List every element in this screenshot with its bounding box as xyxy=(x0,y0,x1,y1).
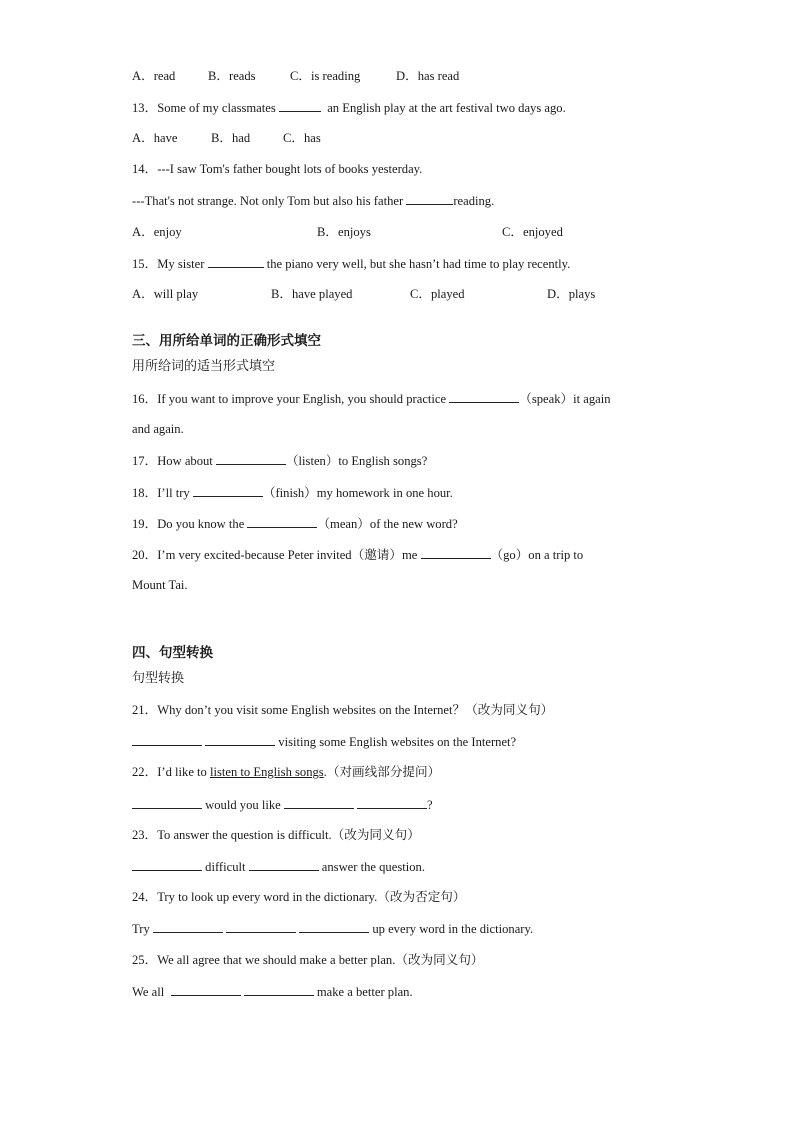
q22-stem-end: .（对画线部分提问） xyxy=(323,765,441,779)
q14-line1: 14．---I saw Tom's father bought lots of books yesterday. xyxy=(132,162,423,176)
q21-blank-1[interactable] xyxy=(132,733,202,746)
q16-blank[interactable] xyxy=(449,390,519,403)
q22-blank-1[interactable] xyxy=(132,796,202,809)
q21-blank-2[interactable] xyxy=(205,733,275,746)
q17-blank[interactable] xyxy=(216,452,286,465)
q13-blank[interactable] xyxy=(279,99,321,112)
q21-answer xyxy=(132,733,516,750)
q22-answer-end: ? xyxy=(427,798,433,812)
q13-stem xyxy=(132,99,566,116)
section-3-title: 三、用所给单词的正确形式填空 xyxy=(132,333,321,349)
q12-option-d: D．has read xyxy=(396,69,460,83)
q23-stem: 23．To answer the question is difficult.（改为同义句） xyxy=(132,828,420,842)
q15-option-a: A．will play xyxy=(132,287,199,301)
q20-line2: Mount Tai. xyxy=(132,578,188,592)
q24-blank-3[interactable] xyxy=(299,920,369,933)
q17-stem-start: 17．How about xyxy=(132,454,216,468)
q22-blank-2[interactable] xyxy=(284,796,354,809)
q16-stem-start: 16．If you want to improve your English, you should practice xyxy=(132,392,450,406)
q20-stem-start: 20．I’m very excited-because Peter invited（邀请）me xyxy=(132,548,421,562)
q15-blank[interactable] xyxy=(208,255,264,268)
q23-answer-end: answer the question. xyxy=(318,860,425,874)
q14-option-a: A．enjoy xyxy=(132,225,182,239)
q17-stem-end: （listen）to English songs? xyxy=(285,454,428,468)
q19 xyxy=(132,515,458,532)
q25-answer-end: make a better plan. xyxy=(313,985,413,999)
section-3-instruction: 用所给词的适当形式填空 xyxy=(132,359,276,374)
q12-option-c: C．is reading xyxy=(290,69,361,83)
q20-blank[interactable] xyxy=(421,546,491,559)
q24-blank-2[interactable] xyxy=(226,920,296,933)
q15-option-d: D．plays xyxy=(547,287,596,301)
q22-stem xyxy=(132,764,440,780)
q24-stem: 24．Try to look up every word in the dictionary.（改为否定句） xyxy=(132,890,466,904)
q13-stem-end: an English play at the art festival two days ago. xyxy=(320,101,566,115)
q18 xyxy=(132,484,453,501)
q22-stem-start: 22．I’d like to xyxy=(132,765,210,779)
q21-stem: 21．Why don’t you visit some English websites on the Internet？（改为同义句） xyxy=(132,703,554,717)
section-4-title: 四、句型转换 xyxy=(132,645,213,661)
q16-stem-end: （speak）it again xyxy=(519,392,611,406)
q24-answer-end: up every word in the dictionary. xyxy=(369,922,534,936)
q22-answer xyxy=(132,796,433,813)
q15-stem-end: the piano very well, but she hasn’t had time to play recently. xyxy=(263,257,571,271)
q23-answer-mid: difficult xyxy=(202,860,249,874)
q25-stem: 25．We all agree that we should make a better plan.（改为同义句） xyxy=(132,953,484,967)
q16-line1 xyxy=(132,390,611,407)
q18-blank[interactable] xyxy=(193,484,263,497)
q14-line2 xyxy=(132,192,494,209)
q25-blank-2[interactable] xyxy=(244,983,314,996)
section-4-instruction: 句型转换 xyxy=(132,671,185,686)
q19-blank[interactable] xyxy=(247,515,317,528)
q25-blank-1[interactable] xyxy=(171,983,241,996)
q22-underlined-part: listen to English songs xyxy=(210,765,324,779)
q24-answer-start: Try xyxy=(132,922,153,936)
q16-line2: and again. xyxy=(132,422,184,436)
q24-answer xyxy=(132,920,533,937)
q18-stem-start: 18．I’ll try xyxy=(132,486,193,500)
q15-option-c: C．played xyxy=(410,287,465,301)
q23-answer xyxy=(132,858,425,875)
q14-line2-start: ---That's not strange. Not only Tom but also his father xyxy=(132,194,407,208)
q13-option-b: B．had xyxy=(211,131,251,145)
q14-line2-end: reading. xyxy=(453,194,495,208)
q14-option-b: B．enjoys xyxy=(317,225,371,239)
q19-stem-end: （mean）of the new word? xyxy=(317,517,458,531)
q20-stem-end: （go）on a trip to xyxy=(490,548,584,562)
q12-option-b: B．reads xyxy=(208,69,256,83)
q15-option-b: B．have played xyxy=(271,287,353,301)
q22-blank-3[interactable] xyxy=(357,796,427,809)
q22-answer-mid: would you like xyxy=(202,798,284,812)
q15-stem xyxy=(132,255,570,272)
q18-stem-end: （finish）my homework in one hour. xyxy=(262,486,453,500)
q20-line1 xyxy=(132,546,583,563)
q15-stem-start: 15．My sister xyxy=(132,257,208,271)
q17 xyxy=(132,452,427,469)
q14-blank[interactable] xyxy=(406,192,453,205)
q13-option-c: C．has xyxy=(283,131,321,145)
q23-blank-1[interactable] xyxy=(132,858,202,871)
q23-blank-2[interactable] xyxy=(249,858,319,871)
q21-answer-text: visiting some English websites on the Internet? xyxy=(275,735,517,749)
q14-option-c: C．enjoyed xyxy=(502,225,563,239)
q19-stem-start: 19．Do you know the xyxy=(132,517,248,531)
q24-blank-1[interactable] xyxy=(153,920,223,933)
q13-option-a: A．have xyxy=(132,131,178,145)
q13-stem-start: 13．Some of my classmates xyxy=(132,101,279,115)
q12-option-a: A．read xyxy=(132,69,176,83)
q25-answer xyxy=(132,983,413,1000)
q25-answer-start: We all xyxy=(132,985,171,999)
